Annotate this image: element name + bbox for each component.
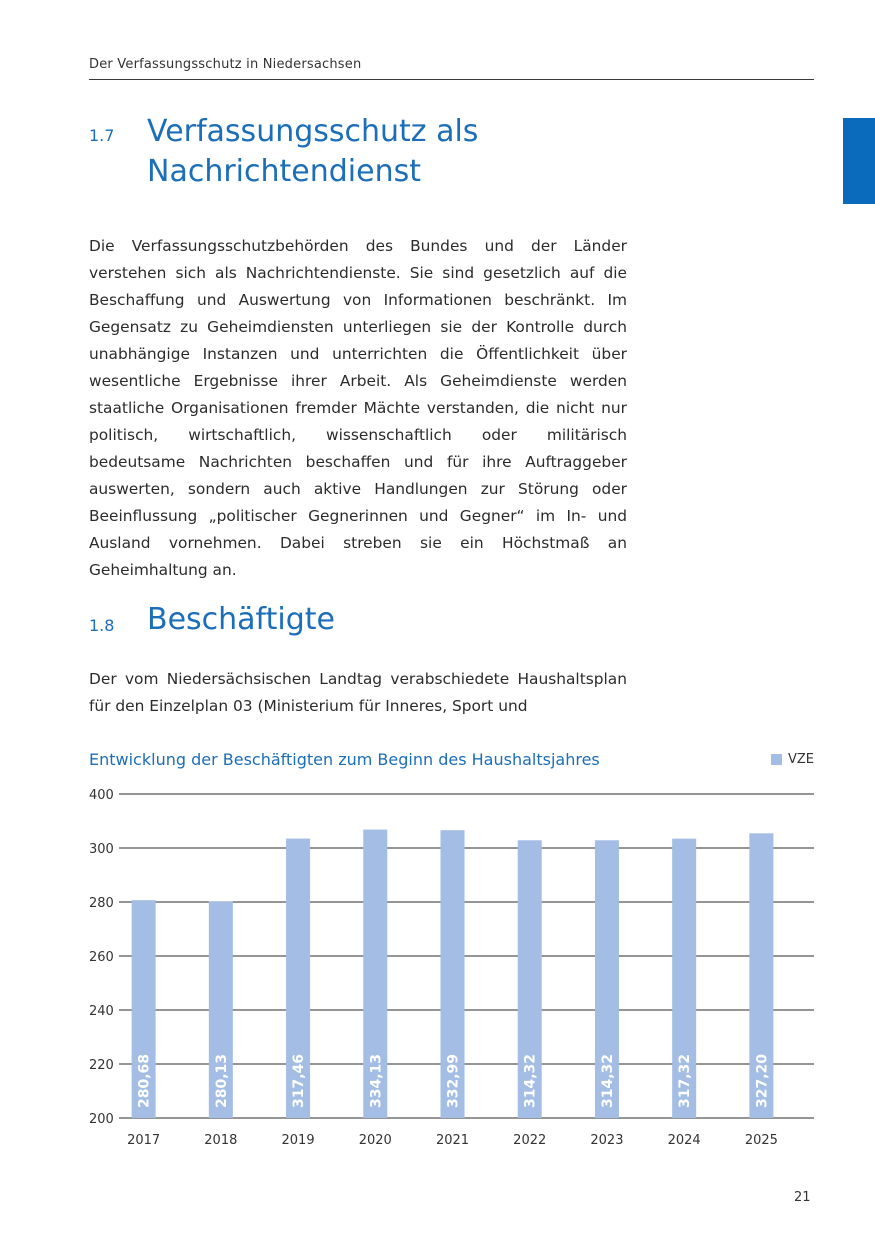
y-tick-label: 400 [89,788,114,803]
x-tick-label: 2019 [281,1133,315,1148]
x-tick-label: 2024 [667,1133,701,1148]
bar-value-label: 317,32 [677,1053,694,1108]
bar-value-label: 334,13 [368,1053,385,1108]
running-header: Der Verfassungsschutz in Niedersachsen [89,57,362,72]
x-tick-label: 2017 [127,1133,161,1148]
section-number-1-8: 1.8 [89,616,115,635]
x-tick-label: 2022 [513,1133,547,1148]
y-tick-label: 240 [89,1004,114,1019]
x-tick-label: 2021 [435,1133,470,1148]
section-title-line-1: Verfassungsschutz als [147,114,479,149]
x-tick-label: 2020 [358,1133,392,1148]
y-tick-label: 280 [89,896,114,911]
x-tick-label: 2025 [744,1133,778,1148]
page-number: 21 [794,1190,811,1205]
legend-label: VZE [788,752,815,767]
bar-value-label: 317,46 [291,1053,308,1108]
section-title-line-2: Nachrichtendienst [147,154,421,189]
section-paragraph-1-7: Die Verfassungsschutzbehörden des Bundes und der Länder verstehen sich als Nachrichtendienste. Sie sind gesetzlich auf die Beschaffung und Auswertung von Informationen beschränkt. Im Gegensatz zu Geheimdiensten unterliegen sie der Kontrolle durch unabhängige Instanzen und unterrichten die Öffentlichkeit über wesentliche Ergebnisse ihrer Arbeit. Als Geheimdienste werden staatliche Organisationen fremder Mächte verstanden, die nicht nur politisch, wirtschaftlich, wissenschaftlich oder militärisch bedeutsame Nachrichten beschaffen und für ihre Auftraggeber auswerten, sondern auch aktive Handlungen zur Störung oder Beeinflussung „politischer Gegnerinnen und Gegner“ im In- und Ausland vornehmen. Dabei streben sie ein Höchstmaß an Geheimhaltung an. [89,237,627,579]
y-tick-label: 300 [89,842,114,857]
bar-value-label: 327,20 [754,1053,771,1108]
y-tick-label: 220 [89,1058,114,1073]
bar-value-label: 280,68 [136,1053,153,1108]
x-tick-label: 2018 [204,1133,238,1148]
section-number-1-7: 1.7 [89,126,115,145]
bar-value-label: 280,13 [213,1053,230,1108]
section-title-line-1: Beschäftigte [147,602,335,637]
section-paragraph-1-8: Der vom Niedersächsischen Landtag verabschiedete Haushaltsplan für den Einzelplan 03 (Ministerium für Inneres, Sport und [89,670,627,715]
bar-value-label: 332,99 [445,1053,462,1108]
y-tick-label: 200 [89,1112,114,1127]
bar-value-label: 314,32 [599,1053,616,1108]
x-tick-label: 2023 [590,1133,624,1148]
bar-value-label: 314,32 [522,1053,539,1108]
chart-title: Entwicklung der Beschäftigten zum Beginn des Haushaltsjahres [89,750,600,769]
y-tick-label: 260 [89,950,114,965]
